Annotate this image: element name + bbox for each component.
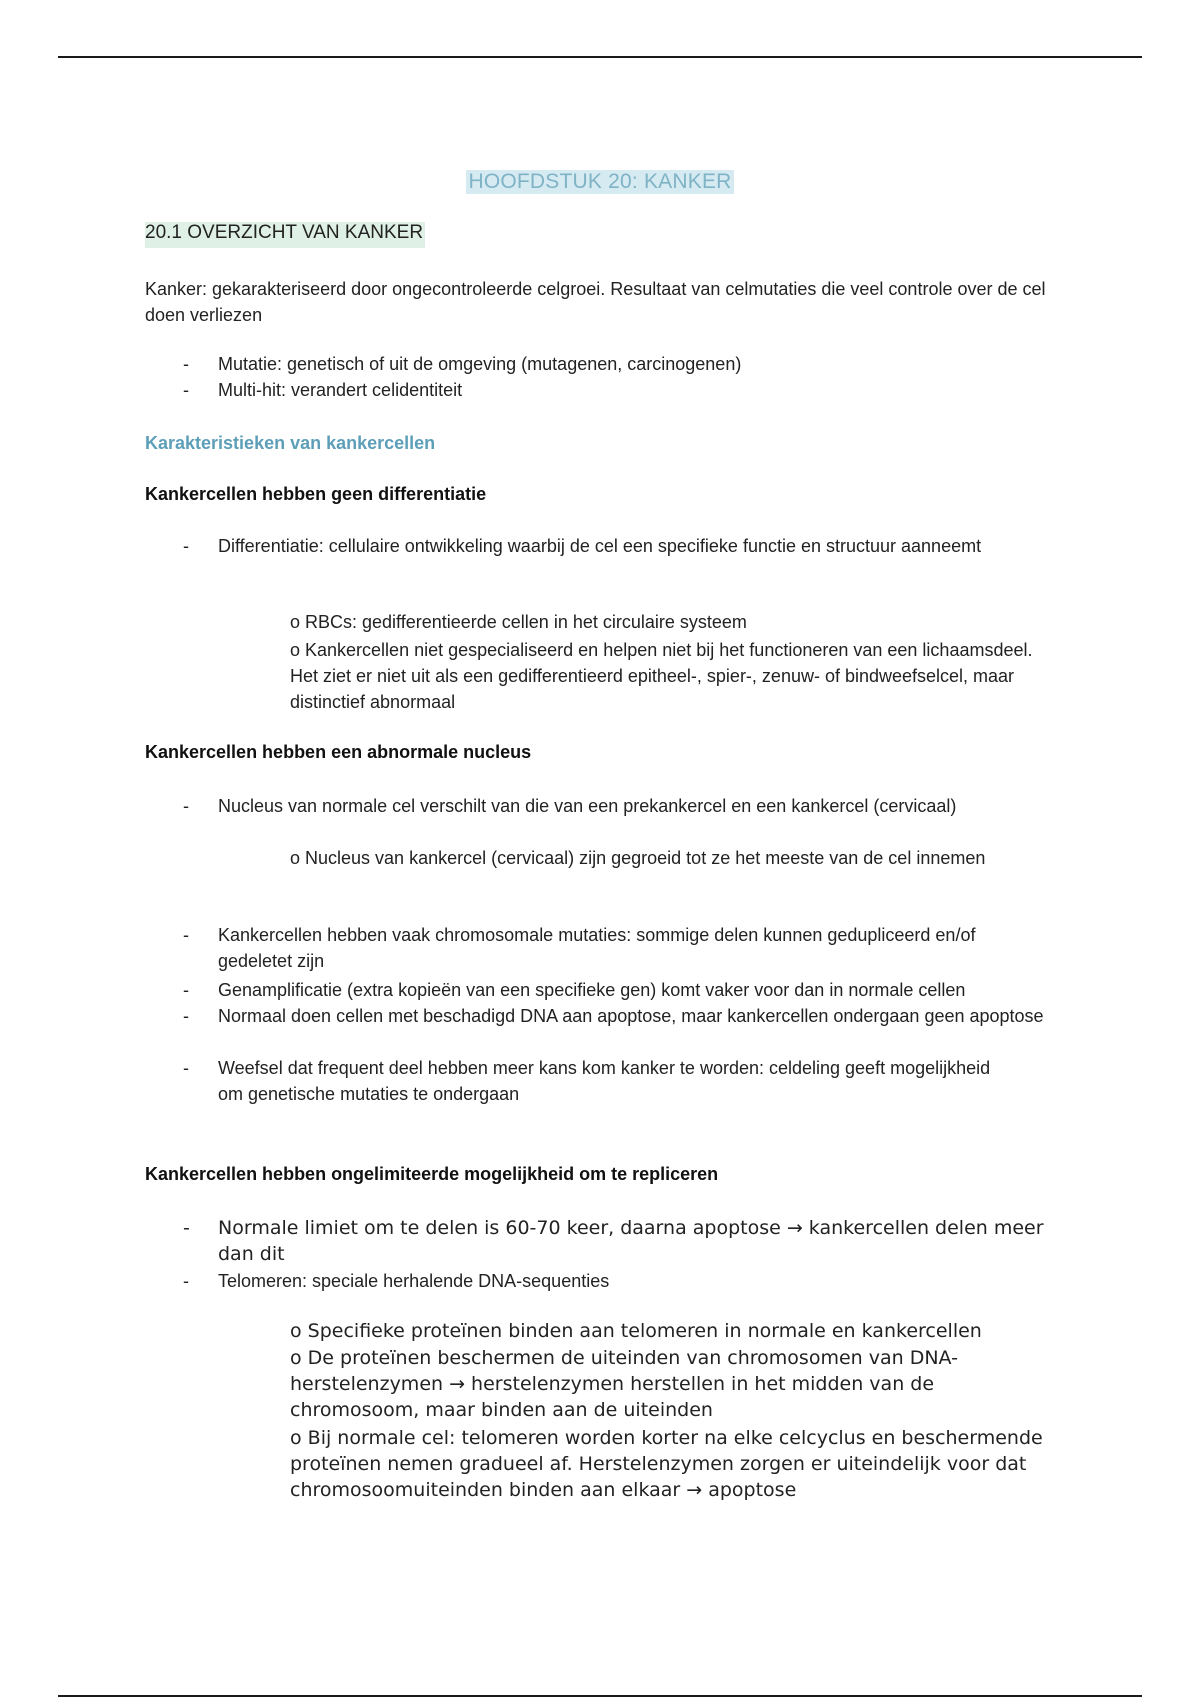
sub-item: o De proteïnen beschermen de uiteinden van chromosomen van DNA-herstelenzymen → herstelenzymen herstellen in het midden van de chromosoom, maar binden aan de uiteinden bbox=[290, 1347, 958, 1421]
section-heading: 20.1 OVERZICHT VAN KANKER bbox=[145, 222, 425, 248]
bottom-rule bbox=[58, 1695, 1142, 1697]
bullet-dash: - bbox=[183, 980, 189, 1000]
bullet-text: Mutatie: genetisch of uit de omgeving (mutagenen, carcinogenen) bbox=[218, 354, 742, 374]
bullet-dash: - bbox=[183, 1058, 189, 1078]
bullet-dash: - bbox=[183, 1006, 189, 1026]
bullet-text: Differentiatie: cellulaire ontwikkeling waarbij de cel een specifieke functie en structuur aanneemt bbox=[218, 536, 982, 556]
bullet-text: Genamplificatie (extra kopieën van een specifieke gen) komt vaker voor dan in normale cellen bbox=[218, 980, 966, 1000]
sub-item: o Kankercellen niet gespecialiseerd en helpen niet bij het functioneren van een lichaamsdeel. Het ziet er niet uit als een gedifferentieerd epitheel-, spier-, zenuw- of bindweefselcel, maar distinctief abnormaal bbox=[290, 640, 1033, 712]
bullet-dash: - bbox=[183, 380, 189, 400]
page-title: HOOFDSTUK 20: KANKER bbox=[468, 170, 732, 193]
bullet-text: Multi-hit: verandert celidentiteit bbox=[218, 380, 463, 400]
subheading: Karakteristieken van kankercellen bbox=[145, 433, 436, 453]
bullet-dash: - bbox=[183, 796, 189, 816]
block-heading: Kankercellen hebben geen differentiatie bbox=[145, 484, 487, 504]
sub-item: o RBCs: gedifferentieerde cellen in het circulaire systeem bbox=[290, 612, 747, 632]
bullet-dash: - bbox=[183, 354, 189, 374]
sub-item: o Specifieke proteïnen binden aan telomeren in normale en kankercellen bbox=[290, 1320, 982, 1342]
block-heading: Kankercellen hebben ongelimiteerde mogelijkheid om te repliceren bbox=[145, 1164, 719, 1184]
title-container bbox=[0, 170, 1200, 194]
top-rule bbox=[58, 56, 1142, 58]
bullet-dash: - bbox=[183, 1217, 190, 1239]
sub-item: o Nucleus van kankercel (cervicaal) zijn gegroeid tot ze het meeste van de cel innemen bbox=[290, 848, 986, 868]
bullet-dash: - bbox=[183, 536, 189, 556]
bullet-dash: - bbox=[183, 925, 189, 945]
bullet-text: Normale limiet om te delen is 60-70 keer, daarna apoptose → kankercellen delen meer dan dit bbox=[218, 1217, 1044, 1265]
bullet-text: Normaal doen cellen met beschadigd DNA aan apoptose, maar kankercellen ondergaan geen apoptose bbox=[218, 1006, 1044, 1026]
intro-paragraph: Kanker: gekarakteriseerd door ongecontroleerde celgroei. Resultaat van celmutaties die veel controle over de cel doen verliezen bbox=[145, 279, 1046, 325]
bullet-dash: - bbox=[183, 1271, 189, 1291]
block-heading: Kankercellen hebben een abnormale nucleus bbox=[145, 742, 532, 762]
bullet-text: Telomeren: speciale herhalende DNA-sequenties bbox=[218, 1271, 610, 1291]
bullet-text: Nucleus van normale cel verschilt van die van een prekankercel en een kankercel (cervicaal) bbox=[218, 796, 957, 816]
sub-item: o Bij normale cel: telomeren worden korter na elke celcyclus en beschermende proteïnen nemen gradueel af. Herstelenzymen zorgen er uiteindelijk voor dat chromosoomuiteinden binden aan elkaar → apoptose bbox=[290, 1427, 1043, 1501]
bullet-text: Weefsel dat frequent deel hebben meer kans kom kanker te worden: celdeling geeft mogelijkheid om genetische mutaties te ondergaan bbox=[218, 1058, 991, 1104]
bullet-text: Kankercellen hebben vaak chromosomale mutaties: sommige delen kunnen gedupliceerd en/of gedeletet zijn bbox=[218, 925, 976, 971]
